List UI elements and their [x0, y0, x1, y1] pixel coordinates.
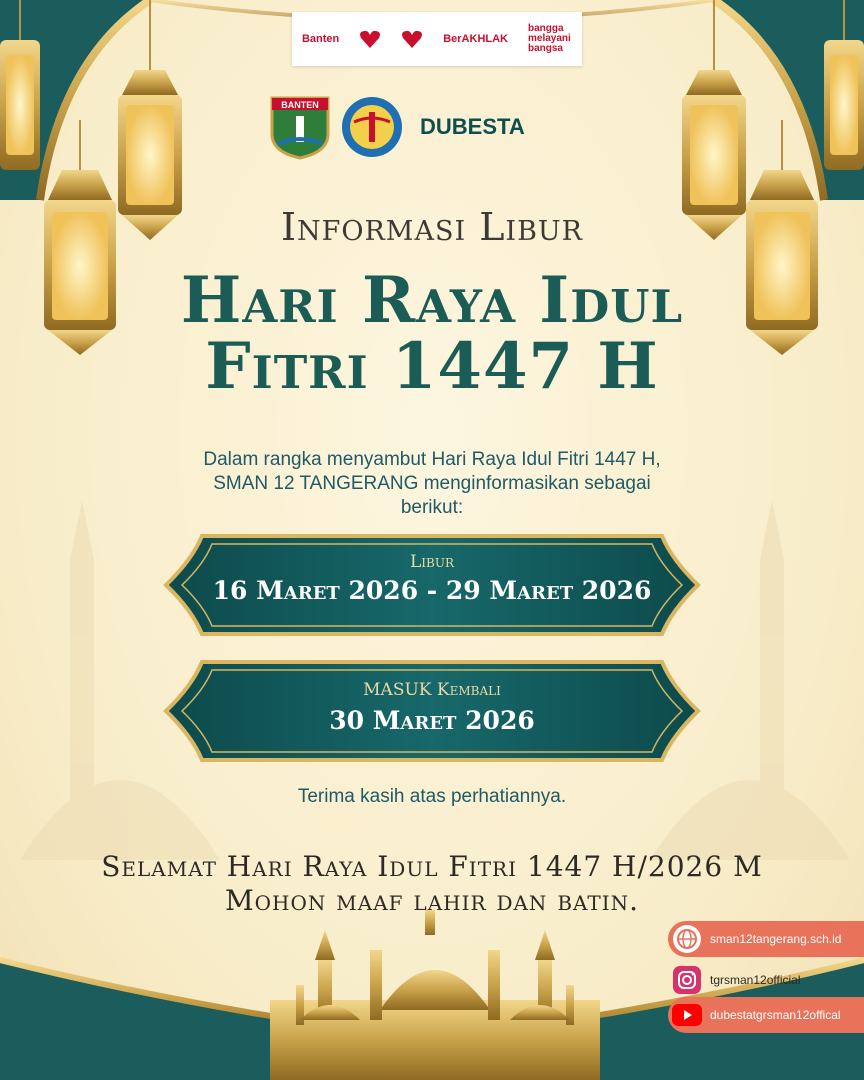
banten-logo: Banten [301, 33, 340, 45]
heart-logo-icon [359, 29, 381, 49]
school-crest-icon [340, 94, 404, 160]
title-line-1: Hari Raya Idul [180, 263, 684, 338]
holiday-value: 16 Maret 2026 - 29 Maret 2026 [212, 576, 652, 605]
youtube-icon [670, 998, 704, 1032]
bangga-melayani-logo: bangga melayani bangsa [527, 23, 571, 54]
title-small: Informasi Libur [280, 205, 584, 249]
banten-seal-icon [268, 94, 332, 160]
youtube-link[interactable] [668, 997, 864, 1033]
intro-line-1: Dalam rangka menyambut Hari Raya Idul Fitri 1447 H, [203, 449, 661, 470]
instagram-text: tgrsman12official [710, 973, 801, 987]
heart-logo-icon [401, 29, 423, 49]
title-line-2: Fitri 1447 H [205, 329, 659, 404]
berakhlak-logo: BerAKHLAK [443, 33, 508, 45]
holiday-banner [162, 530, 702, 640]
intro-line-3: berikut: [400, 497, 464, 518]
holiday-label: Libur [410, 552, 454, 572]
website-text: sman12tangerang.sch.id [710, 932, 842, 946]
greeting-line-2: Mohon maaf lahir dan batin. [224, 884, 640, 917]
website-link[interactable] [668, 921, 864, 957]
partner-logos-strip [292, 12, 582, 66]
return-value: 30 Maret 2026 [329, 706, 535, 735]
youtube-text: dubestatgrsman12offical [710, 1008, 841, 1022]
instagram-icon [670, 963, 704, 997]
greeting-line-1: Selamat Hari Raya Idul Fitri 1447 H/2026 M [101, 850, 763, 883]
greeting-text [0, 850, 864, 918]
return-banner [162, 656, 702, 766]
return-label: MASUK Kembali [363, 680, 501, 700]
intro-line-2: SMAN 12 TANGERANG menginformasikan sebagai [213, 473, 651, 494]
intro-text [130, 448, 734, 520]
thanks-text: Terima kasih atas perhatiannya. [297, 786, 567, 807]
instagram-link[interactable] [668, 962, 864, 998]
school-name: DUBESTA [420, 114, 525, 139]
svg-text:BANTEN: BANTEN [281, 100, 319, 110]
school-logos [268, 92, 525, 162]
globe-icon [670, 922, 704, 956]
page-title [0, 263, 864, 404]
